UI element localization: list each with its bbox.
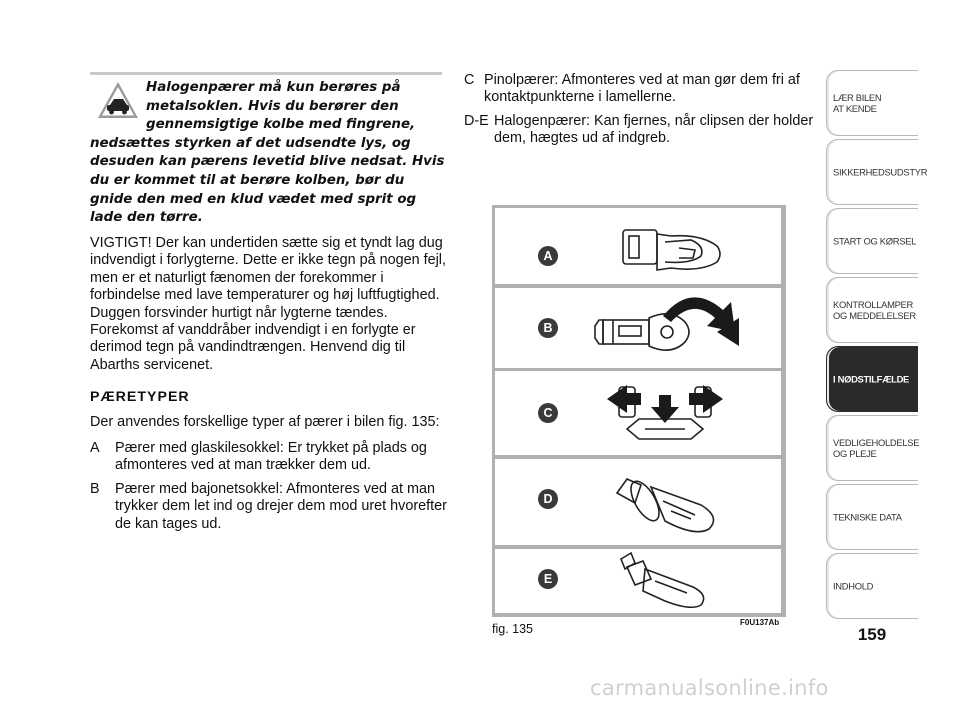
tab-laer-bilen-at-kende[interactable]: LÆR BILEN AT KENDE xyxy=(826,70,918,136)
figure-caption: fig. 135 xyxy=(492,622,534,636)
warning-text-block xyxy=(90,79,448,228)
item-letter: B xyxy=(90,481,100,497)
figure-panel-d xyxy=(495,459,781,545)
figure-panel-a xyxy=(495,208,781,284)
h7-halogen-bulb-illustration xyxy=(495,459,781,545)
panel-label-c: C xyxy=(538,403,558,423)
item-letter: A xyxy=(90,440,100,456)
bulb-type-item-b xyxy=(90,481,450,533)
panel-label-b: B xyxy=(538,318,558,338)
item-text: Pærer med glaskilesokkel: Er trykket på plads og afmonteres ved at man trækker dem ud. xyxy=(115,440,427,474)
panel-label-d: D xyxy=(538,489,558,509)
section-heading-bulb-types: PÆRETYPER xyxy=(90,389,190,405)
figure-panel-c xyxy=(495,371,781,455)
bulb-type-item-a xyxy=(90,440,450,475)
festoon-bulb-illustration xyxy=(495,371,781,455)
item-text: Pærer med bajonetsokkel: Afmonteres ved at man trykker dem let ind og drejer dem mod uret hvorefter de kan tages ud. xyxy=(115,481,447,532)
important-note: VIGTIGT! Der kan undertiden sætte sig et tyndt lag dug indvendigt i forlygterne. Dette er ikke tegn på nogen fejl, men er et naturligt fænomen der forekommer i forbindelse med lave temperaturer og høj luftfugtighed. Duggen forsvinder hurtigt når lygterne tændes. Forekomst af vanddråber indvendigt i en forlygte er derimod tegn på vandindtrængen. Henvend dig til Abarths servicenet. xyxy=(90,235,446,373)
bulb-type-item-d-e xyxy=(464,113,819,148)
item-text: Halogenpærer: Kan fjernes, når clipsen der holder dem, hægtes ud af indgreb. xyxy=(494,113,814,147)
tab-kontrollamper[interactable]: KONTROLLAMPER OG MEDDELELSER xyxy=(826,277,918,343)
tab-vedligeholdelse[interactable]: VEDLIGEHOLDELSE OG PLEJE xyxy=(826,415,918,481)
bayonet-bulb-illustration xyxy=(495,288,781,368)
panel-label-e: E xyxy=(538,569,558,589)
bulb-types-figure xyxy=(492,205,786,617)
figure-code: F0U137Ab xyxy=(740,618,780,627)
figure-panel-b xyxy=(495,288,781,368)
page-number: 159 xyxy=(857,625,887,644)
warning-text: Halogenpærer må kun berøres på metalsoklen. Hvis du berører den gennemsigtige kolbe med fingrene, nedsættes styrken af det udsendte lys, og desuden kan pærens levetid blive nedsat. Hvis du er kommet til at berøre kolben, bør du gnide den med en klud vædet med sprit og lade den tørre. xyxy=(90,80,445,226)
tab-i-nodstilfaelde[interactable]: I NØDSTILFÆLDE xyxy=(826,346,918,412)
wedge-base-bulb-illustration xyxy=(495,208,781,284)
item-letter: D-E xyxy=(464,113,489,129)
watermark-text: carmanualsonline.info xyxy=(590,676,829,700)
bulb-type-item-c xyxy=(464,72,819,107)
figure-panel-e xyxy=(495,549,781,613)
panel-label-a: A xyxy=(538,246,558,266)
item-text: Pinolpærer: Afmonteres ved at man gør dem fri af kontaktpunkterne i lamellerne. xyxy=(484,72,800,106)
h1-halogen-bulb-illustration xyxy=(495,549,781,613)
tab-start-og-korsel[interactable]: START OG KØRSEL xyxy=(826,208,918,274)
tab-indhold[interactable]: INDHOLD xyxy=(826,553,918,619)
tab-tekniske-data[interactable]: TEKNISKE DATA xyxy=(826,484,918,550)
bulb-types-intro: Der anvendes forskellige typer af pærer i bilen fig. 135: xyxy=(90,414,440,430)
warning-divider xyxy=(90,72,442,75)
tab-sikkerhedsudstyr[interactable]: SIKKERHEDSUDSTYR xyxy=(826,139,918,205)
item-letter: C xyxy=(464,72,475,88)
